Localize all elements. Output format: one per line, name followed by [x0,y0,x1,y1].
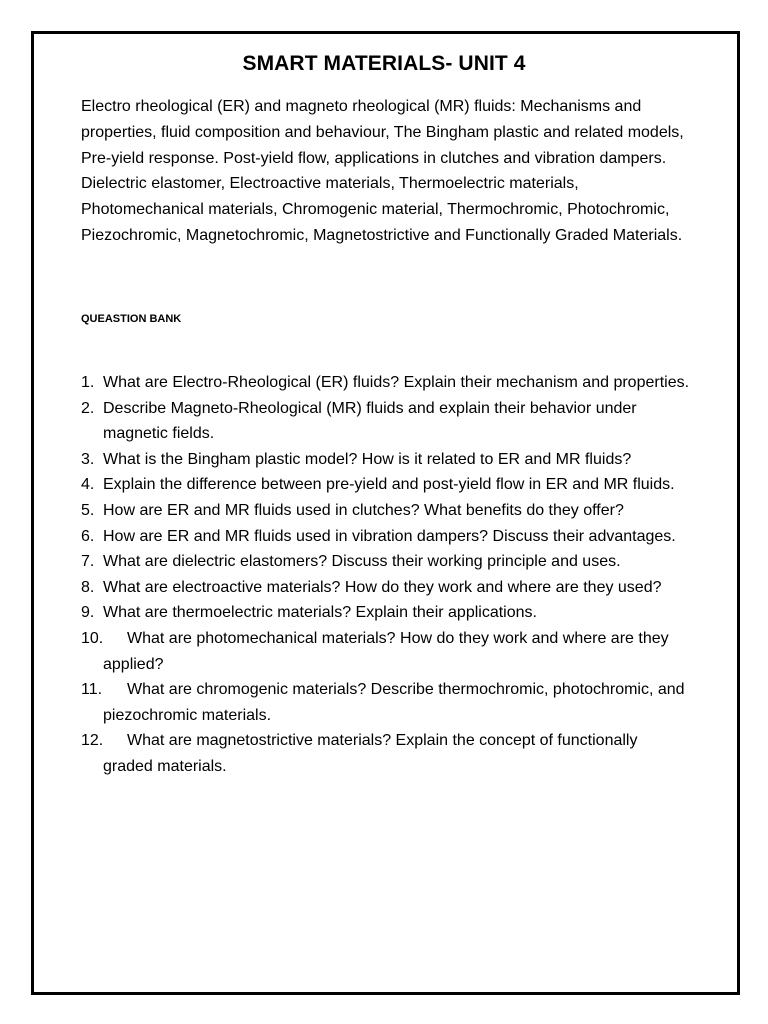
question-number: 6. [81,527,95,545]
question-number: 1. [81,374,95,391]
question-item [81,472,691,498]
question-number: 10. [81,629,104,647]
question-item [81,524,691,550]
question-text: What are Electro-Rheological (ER) fluids? Explain their mechanism and properties. [103,374,690,391]
question-item [81,447,691,473]
question-item [81,626,691,677]
question-item [81,575,691,601]
question-text: What are magnetostrictive materials? Explain the concept of functionally graded materials. [103,732,638,775]
question-item [81,677,691,728]
question-list [81,370,691,780]
question-item [81,498,691,524]
question-text: How are ER and MR fluids used in vibration dampers? Discuss their advantages. [103,527,676,545]
question-text: What are chromogenic materials? Describe thermochromic, photochromic, and piezochromic materials. [103,681,685,724]
question-number: 4. [81,476,95,494]
document-title: SMART MATERIALS- UNIT 4 [242,52,526,75]
question-item [81,396,691,447]
question-text: What are dielectric elastomers? Discuss their working principle and uses. [103,553,621,571]
question-item [81,600,691,626]
question-number: 9. [81,604,95,622]
question-number: 5. [81,501,95,519]
question-text: Describe Magneto-Rheological (MR) fluids and explain their behavior under magnetic fields. [103,399,637,443]
question-item [81,370,691,396]
question-text: What are photomechanical materials? How do they work and where are they applied? [103,629,669,673]
syllabus-paragraph: Electro rheological (ER) and magneto rheological (MR) fluids: Mechanisms and properties, fluid composition and behaviour, The Bingham plastic and related models, Pre-yield response. Post-yield flow, applications in clutches and vibration dampers. Dielectric elastomer, Electroactive materials, Thermoelectric materials, Photomechanical materials, Chromogenic material, Thermochromic, Photochromic, Piezochromic, Magnetochromic, Magnetostrictive and Functionally Graded Materials. [81,98,684,244]
question-item [81,549,691,575]
question-number: 8. [81,578,95,596]
question-number: 12. [81,732,104,750]
question-text: How are ER and MR fluids used in clutches? What benefits do they offer? [103,501,624,519]
question-text: What are thermoelectric materials? Explain their applications. [103,604,537,622]
question-item [81,728,691,779]
question-number: 7. [81,553,95,571]
question-number: 2. [81,399,95,417]
question-number: 3. [81,450,95,468]
question-text: What are electroactive materials? How do they work and where are they used? [103,578,662,596]
question-number: 11. [81,681,103,699]
question-text: What is the Bingham plastic model? How is it related to ER and MR fluids? [103,450,632,468]
question-bank-heading: QUEASTION BANK [81,313,182,325]
question-text: Explain the difference between pre-yield and post-yield flow in ER and MR fluids. [103,476,675,494]
